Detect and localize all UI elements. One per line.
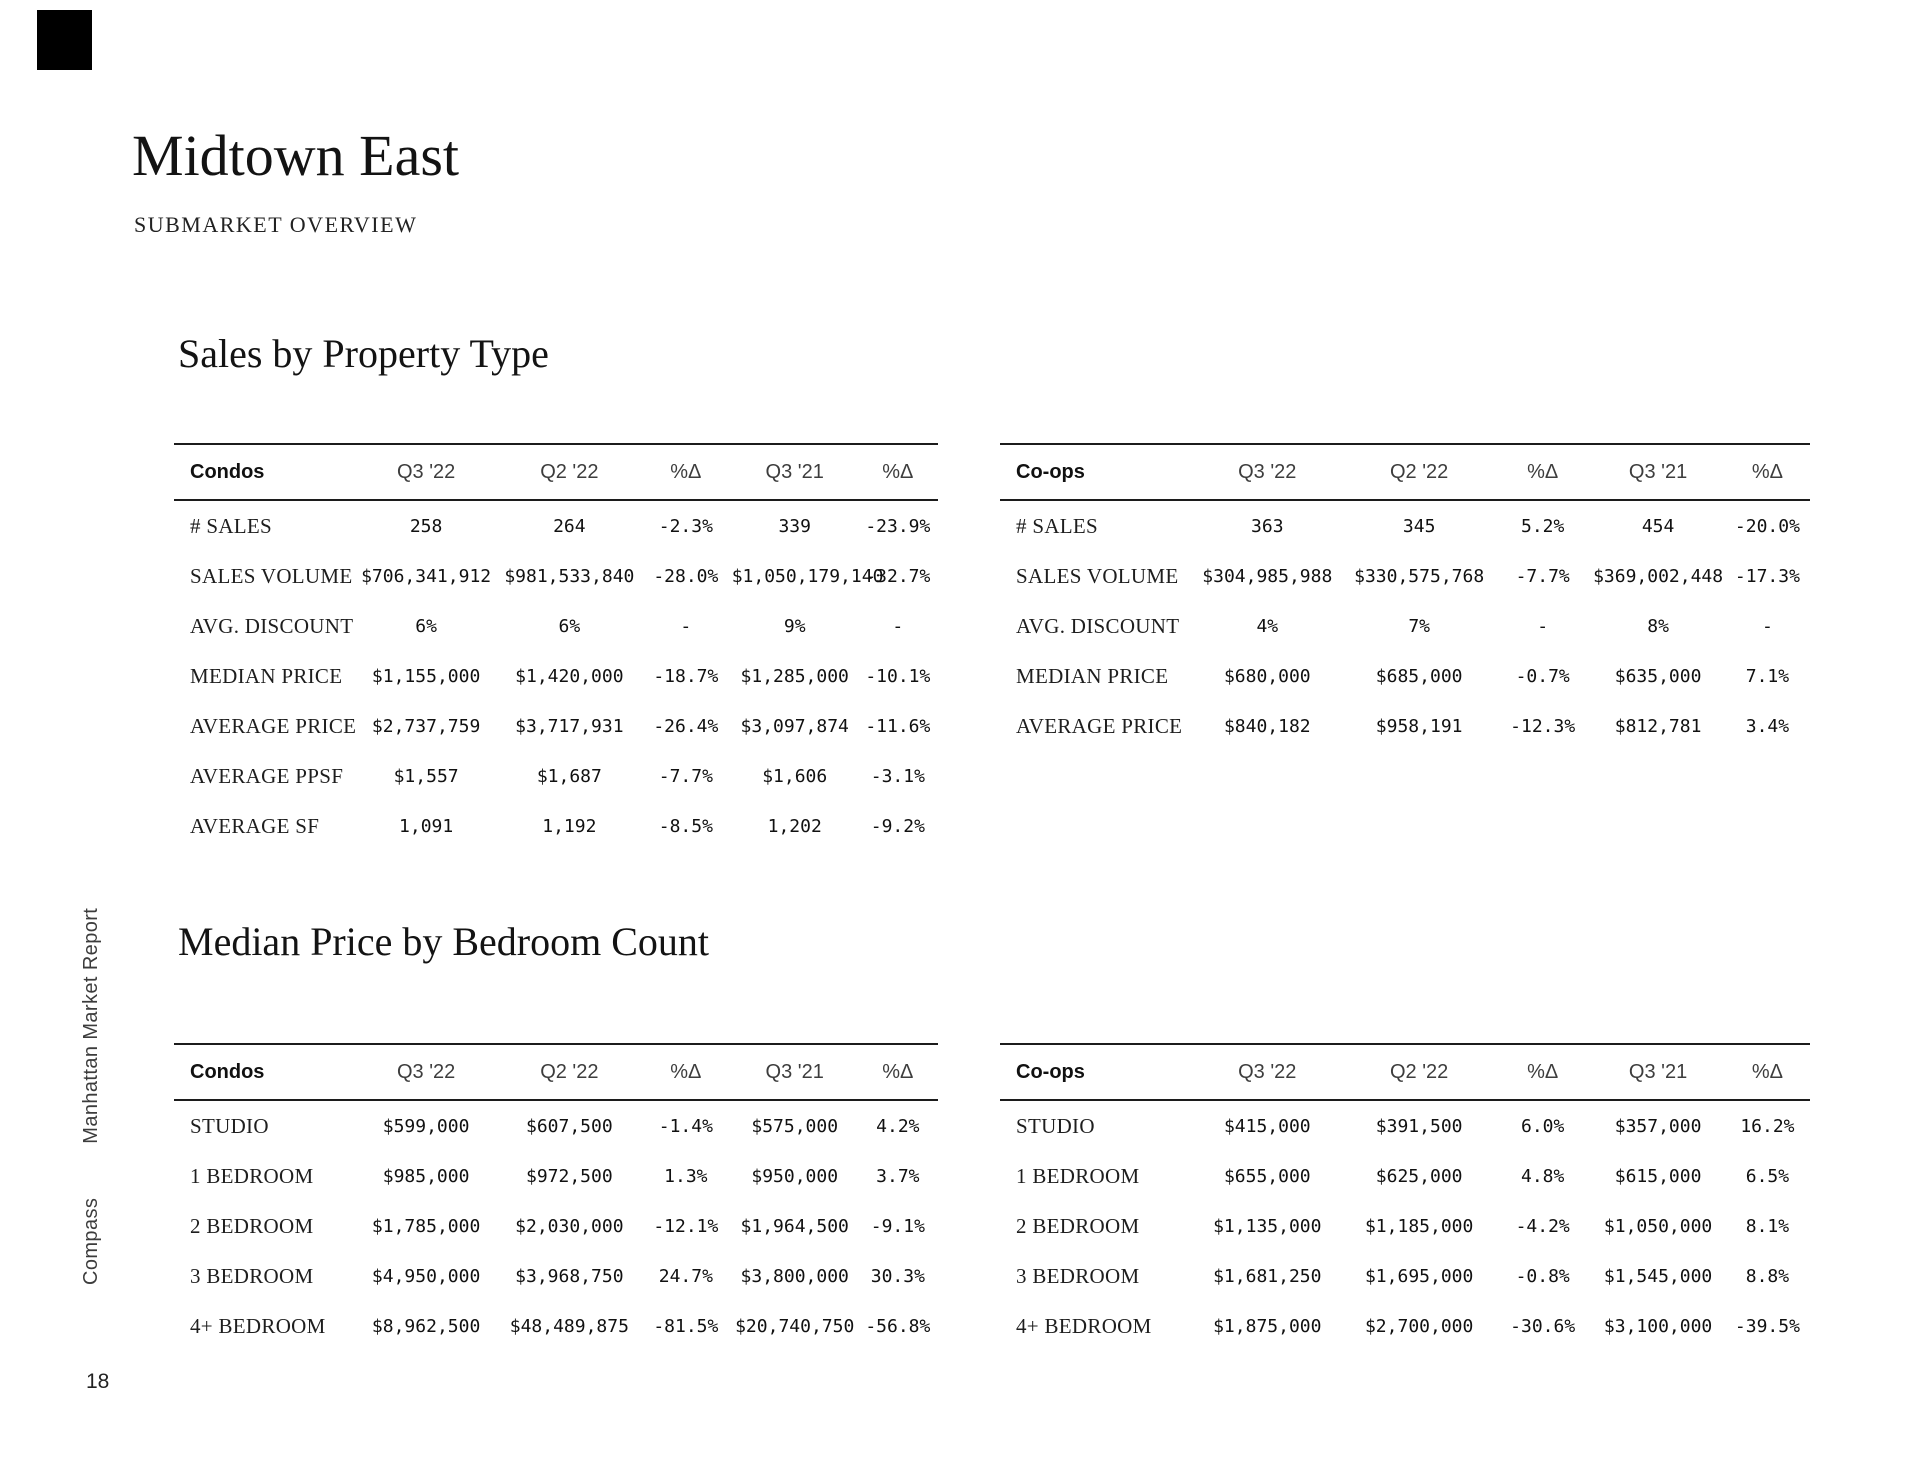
row-label: SALES VOLUME bbox=[1016, 563, 1179, 588]
table-row bbox=[174, 501, 938, 551]
column-header: Q3 '21 bbox=[765, 460, 824, 483]
cell: $2,737,759 bbox=[371, 715, 481, 737]
cell: -20.0% bbox=[1734, 515, 1800, 537]
cell: 4% bbox=[1256, 615, 1279, 637]
cell: 30.3% bbox=[870, 1265, 925, 1287]
row-label: AVERAGE PRICE bbox=[190, 713, 357, 738]
cell: 1,202 bbox=[767, 815, 822, 837]
column-header: %Δ bbox=[670, 1060, 702, 1083]
cell: -7.7% bbox=[658, 765, 713, 787]
column-header: Q3 '22 bbox=[1238, 460, 1297, 483]
column-header: Q3 '22 bbox=[396, 460, 456, 483]
row-label: MEDIAN PRICE bbox=[1016, 663, 1169, 688]
table-header-row bbox=[1000, 443, 1810, 501]
row-label: 1 BEDROOM bbox=[1016, 1163, 1140, 1188]
table-row bbox=[1000, 1251, 1810, 1301]
cell: 8% bbox=[1647, 615, 1669, 637]
cell: - bbox=[892, 615, 904, 637]
cell: $840,182 bbox=[1223, 715, 1311, 737]
column-header: Q3 '22 bbox=[396, 1060, 456, 1083]
column-header: %Δ bbox=[882, 1060, 914, 1083]
table-row bbox=[174, 601, 938, 651]
coops-sales-table bbox=[1000, 443, 1810, 751]
cell: $1,135,000 bbox=[1213, 1215, 1322, 1237]
row-label: AVERAGE PPSF bbox=[190, 763, 344, 788]
cell: $1,964,500 bbox=[740, 1215, 849, 1237]
cell: -56.8% bbox=[865, 1315, 931, 1337]
condos-sales-table bbox=[174, 443, 938, 851]
page-subtitle: SUBMARKET OVERVIEW bbox=[134, 212, 418, 237]
cell: -4.2% bbox=[1515, 1215, 1570, 1237]
table-row bbox=[1000, 1201, 1810, 1251]
table-row bbox=[174, 551, 938, 601]
cell: 9% bbox=[783, 615, 806, 637]
cell: -12.3% bbox=[1510, 715, 1576, 737]
cell: $1,557 bbox=[393, 765, 459, 787]
cell: -11.6% bbox=[865, 715, 931, 737]
cell: $972,500 bbox=[526, 1165, 613, 1187]
cell: 4.8% bbox=[1520, 1165, 1565, 1187]
cell: -10.1% bbox=[865, 665, 931, 687]
cell: -17.3% bbox=[1734, 565, 1800, 587]
table-title: Co-ops bbox=[1016, 460, 1085, 483]
column-header: %Δ bbox=[882, 460, 914, 483]
cell: $1,785,000 bbox=[371, 1215, 481, 1237]
table-title: Condos bbox=[190, 1060, 265, 1083]
column-header: %Δ bbox=[1751, 460, 1783, 483]
cell: 6% bbox=[558, 615, 581, 637]
cell: $48,489,875 bbox=[509, 1315, 629, 1337]
cell: $981,533,840 bbox=[504, 565, 635, 587]
table-row bbox=[1000, 551, 1810, 601]
cell: 258 bbox=[409, 515, 443, 537]
cell: 1.3% bbox=[664, 1165, 708, 1187]
row-label: 3 BEDROOM bbox=[1016, 1263, 1140, 1288]
cell: 24.7% bbox=[658, 1265, 713, 1287]
row-label: # SALES bbox=[190, 513, 273, 538]
cell: 7% bbox=[1408, 615, 1430, 637]
column-header: %Δ bbox=[1527, 460, 1559, 483]
row-label: AVERAGE PRICE bbox=[1016, 713, 1183, 738]
cell: 7.1% bbox=[1745, 665, 1790, 687]
table-row bbox=[1000, 651, 1810, 701]
cell: -30.6% bbox=[1510, 1315, 1576, 1337]
cell: -32.7% bbox=[865, 565, 931, 587]
cell: $1,155,000 bbox=[371, 665, 481, 687]
column-header: Q2 '22 bbox=[1390, 460, 1449, 483]
table-row bbox=[174, 1151, 938, 1201]
cell: -0.8% bbox=[1515, 1265, 1570, 1287]
cell: -12.1% bbox=[653, 1215, 719, 1237]
cell: $1,285,000 bbox=[740, 665, 849, 687]
cell: -18.7% bbox=[653, 665, 719, 687]
row-label: AVG. DISCOUNT bbox=[1016, 613, 1180, 638]
cell: $950,000 bbox=[751, 1165, 839, 1187]
cell: $985,000 bbox=[382, 1165, 470, 1187]
page-number: 18 bbox=[86, 1370, 110, 1393]
cell: -23.9% bbox=[865, 515, 931, 537]
table-row bbox=[174, 751, 938, 801]
table-title: Condos bbox=[190, 460, 265, 483]
logo-mark bbox=[37, 10, 92, 70]
row-label: AVG. DISCOUNT bbox=[190, 613, 354, 638]
cell: $3,968,750 bbox=[515, 1265, 624, 1287]
table-row bbox=[174, 1301, 938, 1351]
column-header: %Δ bbox=[1527, 1060, 1559, 1083]
cell: $958,191 bbox=[1375, 715, 1463, 737]
table-header-row bbox=[174, 443, 938, 501]
cell: 8.8% bbox=[1745, 1265, 1790, 1287]
cell: 264 bbox=[553, 515, 586, 537]
cell: $1,185,000 bbox=[1364, 1215, 1474, 1237]
cell: 345 bbox=[1402, 515, 1436, 537]
cell: 4.2% bbox=[876, 1115, 920, 1137]
cell: $3,717,931 bbox=[515, 715, 624, 737]
cell: $20,740,750 bbox=[735, 1315, 855, 1337]
cell: $391,500 bbox=[1375, 1115, 1463, 1137]
row-label: 4+ BEDROOM bbox=[190, 1313, 326, 1338]
cell: $304,985,988 bbox=[1202, 565, 1333, 587]
condos-bedroom-table bbox=[174, 1043, 938, 1351]
cell: 8.1% bbox=[1745, 1215, 1790, 1237]
table-row bbox=[1000, 701, 1810, 751]
cell: $8,962,500 bbox=[371, 1315, 481, 1337]
column-header: Q2 '22 bbox=[1390, 1060, 1449, 1083]
table-row bbox=[1000, 1151, 1810, 1201]
cell: 363 bbox=[1251, 515, 1284, 537]
cell: -39.5% bbox=[1734, 1315, 1800, 1337]
cell: - bbox=[680, 615, 692, 637]
cell: $706,341,912 bbox=[361, 565, 492, 587]
cell: $625,000 bbox=[1375, 1165, 1463, 1187]
cell: $1,681,250 bbox=[1213, 1265, 1322, 1287]
cell: $1,050,179,140 bbox=[731, 565, 884, 587]
coops-bedroom-table bbox=[1000, 1043, 1810, 1351]
table-row bbox=[174, 701, 938, 751]
cell: -2.3% bbox=[658, 515, 713, 537]
table-row bbox=[174, 1101, 938, 1151]
cell: $1,050,000 bbox=[1603, 1215, 1713, 1237]
column-header: Q3 '21 bbox=[1628, 460, 1688, 483]
cell: -9.1% bbox=[870, 1215, 925, 1237]
sidebar-report-title: Manhattan Market Report bbox=[80, 907, 102, 1144]
table-row bbox=[1000, 1101, 1810, 1151]
cell: -28.0% bbox=[653, 565, 719, 587]
row-label: MEDIAN PRICE bbox=[190, 663, 343, 688]
sidebar-brand: Compass bbox=[80, 1197, 102, 1285]
cell: $2,030,000 bbox=[515, 1215, 624, 1237]
row-label: # SALES bbox=[1016, 513, 1099, 538]
cell: 3.7% bbox=[876, 1165, 920, 1187]
column-header: Q3 '21 bbox=[1628, 1060, 1688, 1083]
table-row bbox=[1000, 501, 1810, 551]
cell: - bbox=[1762, 615, 1773, 637]
row-label: 4+ BEDROOM bbox=[1016, 1313, 1152, 1338]
cell: - bbox=[1537, 615, 1549, 637]
cell: $635,000 bbox=[1614, 665, 1702, 687]
cell: 6.5% bbox=[1745, 1165, 1790, 1187]
column-header: %Δ bbox=[1751, 1060, 1783, 1083]
cell: 16.2% bbox=[1740, 1115, 1795, 1137]
cell: $685,000 bbox=[1375, 665, 1463, 687]
cell: -8.5% bbox=[658, 815, 713, 837]
cell: $599,000 bbox=[382, 1115, 470, 1137]
cell: -81.5% bbox=[653, 1315, 719, 1337]
row-label: STUDIO bbox=[190, 1113, 269, 1138]
cell: $655,000 bbox=[1223, 1165, 1311, 1187]
cell: -26.4% bbox=[653, 715, 719, 737]
row-label: 2 BEDROOM bbox=[190, 1213, 314, 1238]
column-header: %Δ bbox=[670, 460, 702, 483]
cell: $415,000 bbox=[1223, 1115, 1311, 1137]
row-label: AVERAGE SF bbox=[190, 813, 320, 838]
cell: 454 bbox=[1641, 515, 1675, 537]
cell: $812,781 bbox=[1614, 715, 1702, 737]
cell: $1,687 bbox=[536, 765, 602, 787]
row-label: 3 BEDROOM bbox=[190, 1263, 314, 1288]
cell: -3.1% bbox=[870, 765, 925, 787]
sidebar-vertical-text bbox=[80, 908, 103, 1285]
table-row bbox=[1000, 601, 1810, 651]
cell: $1,695,000 bbox=[1364, 1265, 1474, 1287]
cell: 5.2% bbox=[1520, 515, 1565, 537]
table-row bbox=[1000, 1301, 1810, 1351]
cell: $607,500 bbox=[526, 1115, 613, 1137]
cell: $1,875,000 bbox=[1213, 1315, 1322, 1337]
table-row bbox=[174, 651, 938, 701]
row-label: 1 BEDROOM bbox=[190, 1163, 314, 1188]
row-label: SALES VOLUME bbox=[190, 563, 353, 588]
column-header: Q3 '21 bbox=[765, 1060, 824, 1083]
cell: $3,100,000 bbox=[1603, 1315, 1713, 1337]
cell: -7.7% bbox=[1515, 565, 1570, 587]
section-title-median-price-by-bedroom-count: Median Price by Bedroom Count bbox=[178, 919, 710, 964]
cell: 1,192 bbox=[542, 815, 597, 837]
table-row bbox=[174, 1201, 938, 1251]
column-header: Q3 '22 bbox=[1238, 1060, 1297, 1083]
cell: -1.4% bbox=[658, 1115, 713, 1137]
cell: $1,606 bbox=[762, 765, 828, 787]
cell: $615,000 bbox=[1614, 1165, 1702, 1187]
row-label: 2 BEDROOM bbox=[1016, 1213, 1140, 1238]
cell: $3,800,000 bbox=[740, 1265, 849, 1287]
table-header-row bbox=[174, 1043, 938, 1101]
cell: 339 bbox=[778, 515, 811, 537]
cell: $330,575,768 bbox=[1354, 565, 1485, 587]
cell: $680,000 bbox=[1223, 665, 1311, 687]
cell: 3.4% bbox=[1745, 715, 1790, 737]
cell: 6.0% bbox=[1520, 1115, 1565, 1137]
table-header-row bbox=[1000, 1043, 1810, 1101]
cell: $3,097,874 bbox=[740, 715, 849, 737]
cell: $369,002,448 bbox=[1593, 565, 1724, 587]
page-title: Midtown East bbox=[132, 123, 460, 188]
cell: $575,000 bbox=[751, 1115, 839, 1137]
cell: -9.2% bbox=[870, 815, 925, 837]
cell: $4,950,000 bbox=[371, 1265, 481, 1287]
column-header: Q2 '22 bbox=[540, 1060, 599, 1083]
cell: $357,000 bbox=[1614, 1115, 1702, 1137]
table-title: Co-ops bbox=[1016, 1060, 1085, 1083]
cell: 1,091 bbox=[399, 815, 454, 837]
cell: -0.7% bbox=[1515, 665, 1570, 687]
cell: $1,420,000 bbox=[515, 665, 624, 687]
column-header: Q2 '22 bbox=[540, 460, 599, 483]
cell: $1,545,000 bbox=[1603, 1265, 1713, 1287]
cell: $2,700,000 bbox=[1364, 1315, 1474, 1337]
table-row bbox=[174, 1251, 938, 1301]
table-row bbox=[174, 801, 938, 851]
row-label: STUDIO bbox=[1016, 1113, 1095, 1138]
cell: 6% bbox=[415, 615, 437, 637]
section-title-sales-by-property-type: Sales by Property Type bbox=[178, 331, 549, 376]
